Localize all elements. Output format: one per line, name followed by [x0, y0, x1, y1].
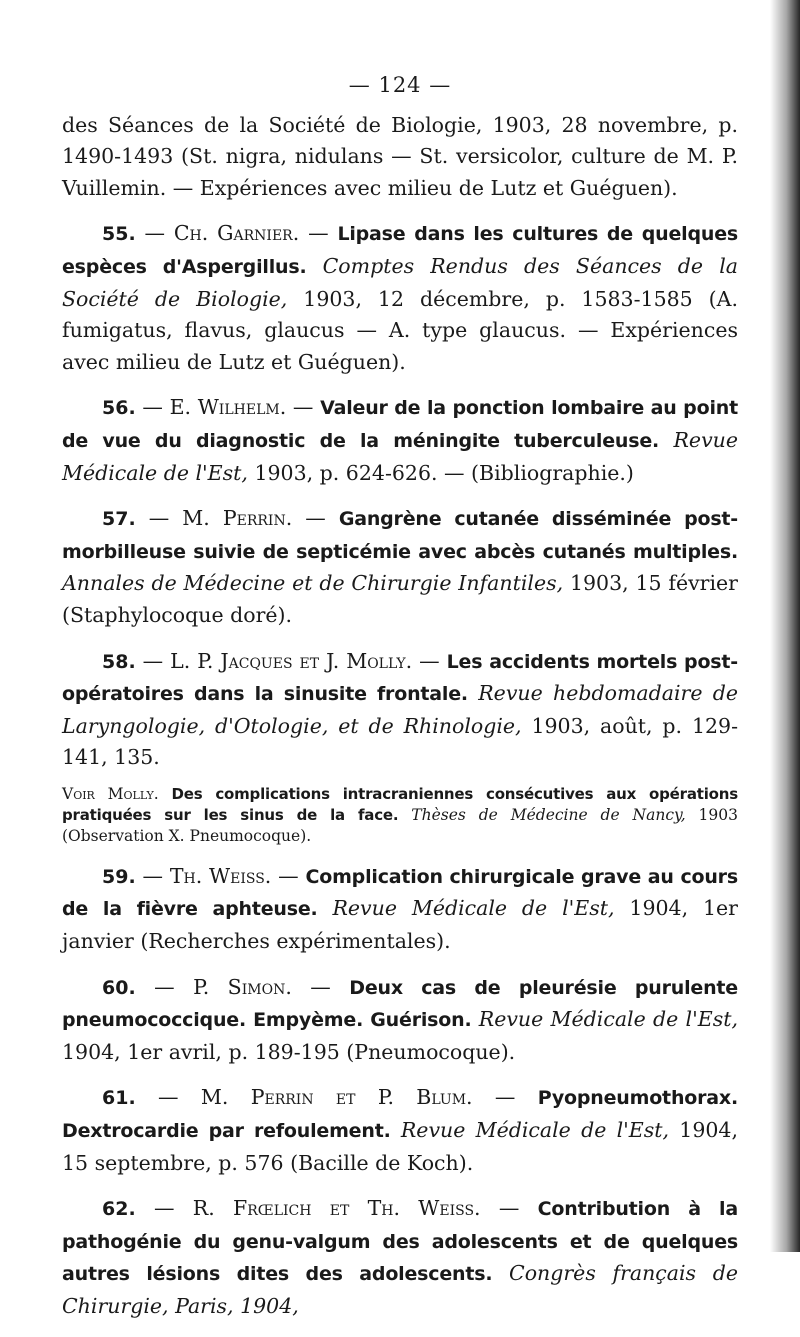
- entry-details: 1903, 15 février (Staphylocoque doré).: [62, 571, 738, 627]
- entry-number: 59.: [102, 865, 136, 888]
- page-number: — 124 —: [348, 73, 452, 97]
- entry-number: 60.: [102, 976, 136, 999]
- entry-text: 61. — M. Perrin et P. Blum. — Pyopneumothorax. Dextrocardie par refoulement. Revue Médicale de l'Est, 1904, 15 septembre, p. 576 (Bacille de Koch).: [62, 1085, 738, 1175]
- bibliography-entry-57: [62, 503, 738, 631]
- entry-authors: Ch. Garnier.: [173, 221, 300, 246]
- entry-title: Deux cas de pleurésie purulente pneumococcique. Empyème. Guérison.: [62, 976, 738, 1032]
- entry-authors: M. Perrin et P. Blum.: [200, 1085, 473, 1110]
- entry-text: 57. — M. Perrin. — Gangrène cutanée disséminée post-morbilleuse suivie de septicémie avec abcès cutanés multiples. Annales de Médecine et de Chirurgie Infantiles, 1903, 15 février (Staphylocoque doré).: [62, 506, 738, 627]
- entry-journal: Revue Médicale de l'Est,: [478, 1007, 738, 1032]
- entry-number: 56.: [102, 397, 136, 420]
- entry-details: 1903, août, p. 129-141, 135.: [62, 713, 738, 770]
- entry-number: 62.: [102, 1198, 136, 1221]
- entry-journal: Congrès français de Chirurgie, Paris, 1904,: [62, 1261, 738, 1318]
- entry-authors: Th. Weiss.: [169, 863, 272, 888]
- entry-details: 1904, 1er avril, p. 189-195 (Pneumocoque).: [62, 1039, 516, 1064]
- entry-text: 60. — P. Simon. — Deux cas de pleurésie purulente pneumococcique. Empyème. Guérison. Revue Médicale de l'Est, 1904, 1er avril, p. 189-195 (Pneumocoque).: [62, 974, 738, 1064]
- entry-journal: Comptes Rendus des Séances de la Société de Biologie,: [62, 253, 738, 311]
- entry-details: 1903, 12 décembre, p. 1583-1585 (A. fumigatus, flavus, glaucus — A. type glaucus. — Expériences avec milieu de Lutz et Guéguen).: [62, 286, 738, 374]
- entry-journal: Revue hebdomadaire de Laryngologie, d'Otologie, et de Rhinologie,: [62, 681, 738, 738]
- bibliography-entry-55: [62, 218, 738, 378]
- entry-authors: E. Wilhelm.: [169, 395, 287, 420]
- entry-title: Pyopneumothorax. Dextrocardie par refoulement.: [62, 1087, 738, 1143]
- entry-title: Gangrène cutanée disséminée post-morbilleuse suivie de septicémie avec abcès cutanés multiples.: [62, 508, 738, 563]
- entry-text: 58. — L. P. Jacques et J. Molly. — Les accidents mortels post-opératoires dans la sinusite frontale. Revue hebdomadaire de Laryngologie, d'Otologie, et de Rhinologie, 1903, août, p. 129-141, 135.: [62, 648, 738, 770]
- document-page: [62, 70, 738, 1337]
- note-journal: Thèses de Médecine de Nancy,: [411, 805, 686, 824]
- entry-title: Les accidents mortels post-opératoires dans la sinusite frontale.: [62, 650, 738, 706]
- entry-details: 1904, 15 septembre, p. 576 (Bacille de Koch).: [62, 1118, 738, 1175]
- entry-58-note: [62, 784, 738, 847]
- bibliography-entry-59: [62, 861, 738, 958]
- entry-details: 1904, 1er janvier (Recherches expérimentales).: [62, 896, 738, 954]
- entry-title: Complication chirurgicale grave au cours de la fièvre aphteuse.: [62, 865, 738, 921]
- entry-number: 57.: [102, 508, 136, 531]
- entry-details: 1903, p. 624-626. — (Bibliographie.): [254, 460, 634, 485]
- entry-text: 55. — Ch. Garnier. — Lipase dans les cultures de quelques espèces d'Aspergillus. Comptes Rendus des Séances de la Société de Biologie, 1903, 12 décembre, p. 1583-1585 (A. fumigatus, flavus, glaucus — A. type glaucus. — Expériences avec milieu de Lutz et Guéguen).: [62, 221, 738, 374]
- entry-journal: Revue Médicale de l'Est,: [400, 1118, 670, 1143]
- entry-journal: Annales de Médecine et de Chirurgie Infantiles,: [62, 571, 564, 596]
- bibliography-entry-60: [62, 972, 738, 1069]
- entry-title: Valeur de la ponction lombaire au point de vue du diagnostic de la méningite tuberculeuse.: [62, 397, 738, 452]
- bibliography-entry-62: [62, 1193, 738, 1322]
- bibliography-entry-61: [62, 1082, 738, 1179]
- entry-text: 56. — E. Wilhelm. — Valeur de la ponction lombaire au point de vue du diagnostic de la méningite tuberculeuse. Revue Médicale de l'Est, 1903, p. 624-626. — (Bibliographie.): [62, 395, 738, 485]
- bibliography-entry-56: [62, 392, 738, 489]
- entry-authors: M. Perrin.: [182, 506, 293, 531]
- entry-number: 55.: [102, 223, 136, 246]
- note-details: 1903 (Observation X. Pneumocoque).: [62, 805, 738, 845]
- entry-authors: R. Frœlich et Th. Weiss.: [192, 1196, 481, 1221]
- entry-text: 59. — Th. Weiss. — Complication chirurgicale grave au cours de la fièvre aphteuse. Revue Médicale de l'Est, 1904, 1er janvier (Recherches expérimentales).: [62, 863, 738, 954]
- entry-authors: P. Simon.: [193, 974, 292, 999]
- entry-title: Contribution à la pathogénie du genu-valgum des adolescents et de quelques autres lésions dites des adolescents.: [62, 1198, 738, 1286]
- note-title: Des complications intracraniennes consécutives aux opérations pratiquées sur les sinus de la face.: [62, 784, 738, 824]
- continuation-text: des Séances de la Société de Biologie, 1903, 28 novembre, p. 1490-1493 (St. nigra, nidulans — St. versicolor, culture de M. P. Vuillemin. — Expériences avec milieu de Lutz et Guéguen).: [62, 112, 738, 200]
- entry-number: 61.: [102, 1087, 136, 1110]
- bibliography-entry-58: [62, 646, 738, 774]
- entry-journal: Revue Médicale de l'Est,: [332, 896, 615, 921]
- entry-journal: Revue Médicale de l'Est,: [62, 427, 738, 485]
- note-lead: Voir Molly.: [62, 784, 159, 803]
- entry-title: Lipase dans les cultures de quelques espèces d'Aspergillus.: [62, 223, 738, 278]
- page-edge-shadow: [770, 0, 800, 1252]
- entry-text: 62. — R. Frœlich et Th. Weiss. — Contribution à la pathogénie du genu-valgum des adolescents et de quelques autres lésions dites des adolescents. Congrès français de Chirurgie, Paris, 1904,: [62, 1196, 738, 1318]
- entry-authors: L. P. Jacques et J. Molly.: [170, 648, 413, 673]
- entry-number: 58.: [102, 650, 136, 673]
